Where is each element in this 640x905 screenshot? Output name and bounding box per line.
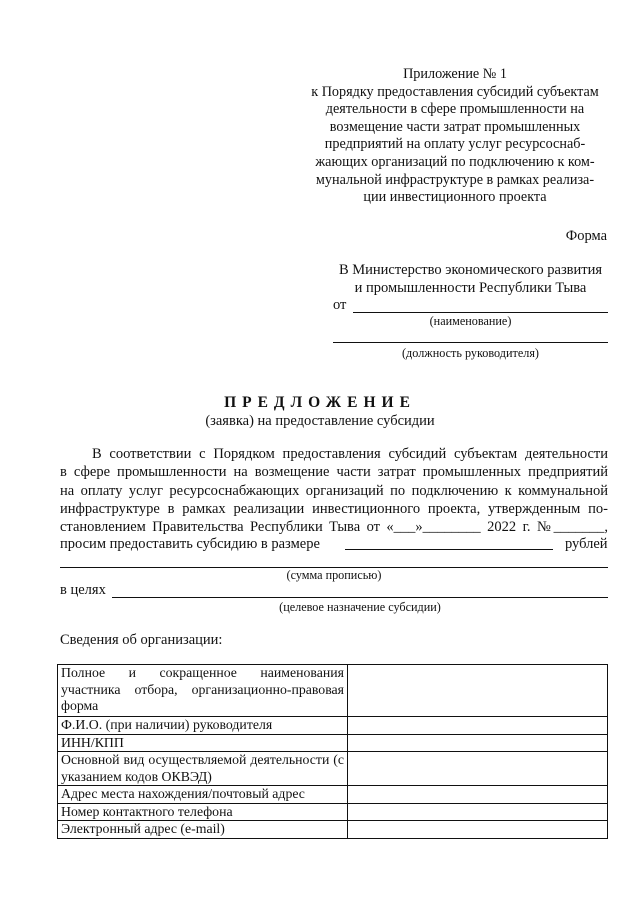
row-label: ИНН/КПП [58, 734, 348, 752]
from-label: от [333, 297, 347, 313]
row-value-cell[interactable] [348, 665, 608, 717]
appendix-line: деятельности в сфере промышленности на [325, 101, 585, 118]
org-info-table [57, 664, 608, 839]
row-value-cell[interactable] [348, 752, 608, 786]
document-title: ПРЕДЛОЖЕНИЕ [224, 394, 416, 411]
row-value-cell[interactable] [348, 821, 608, 839]
org-info-heading: Сведения об организации: [60, 632, 223, 648]
row-value-cell[interactable] [348, 734, 608, 752]
addressee-line-1: В Министерство экономического развития [338, 262, 603, 278]
row-label: Ф.И.О. (при наличии) руководителя [58, 717, 348, 735]
currency-label: рублей [565, 536, 608, 552]
body-line: В соответствии с Порядком предоставления субсидий субъектам деятельности [92, 446, 608, 462]
appendix-line: Приложение № 1 [403, 66, 507, 82]
body-line: инфраструктуре в рамках реализации инвестиционного проекта, утвержденным по- [60, 500, 608, 517]
body-line: на оплату услуг ресурсоснабжающих организаций по подключению к коммунальной [60, 482, 608, 499]
body-line: в сфере промышленности на возмещение части затрат промышленных предприятий [60, 464, 608, 481]
caption-name: (наименование) [429, 314, 512, 328]
table-row [58, 734, 608, 752]
row-label: Основной вид осуществляемой деятельности (с указанием кодов ОКВЭД) [58, 752, 348, 786]
request-text: просим предоставить субсидию в размере [60, 536, 320, 552]
row-label: Номер контактного телефона [58, 803, 348, 821]
caption-goal: (целевое назначение субсидии) [279, 600, 441, 614]
appendix-line: предприятий на оплату услуг ресурсоснаб- [324, 136, 586, 153]
row-label: Полное и сокращенное наименования участника отбора, организационно-правовая форма [58, 665, 348, 717]
row-value-cell[interactable] [348, 717, 608, 735]
table-row [58, 821, 608, 839]
table-row [58, 717, 608, 735]
table-row [58, 752, 608, 786]
body-line: становлением Правительства Республики Тыва от «___»________ 2022 г. №_______, [60, 519, 608, 536]
form-label: Форма [565, 228, 607, 244]
row-label: Электронный адрес (e-mail) [58, 821, 348, 839]
appendix-line: жающих организаций по подключению к ком- [315, 153, 595, 170]
row-value-cell[interactable] [348, 786, 608, 804]
appendix-line: ции инвестиционного проекта [363, 189, 547, 206]
body-paragraph [60, 445, 608, 536]
goal-label: в целях [60, 582, 106, 598]
goal-field[interactable] [112, 597, 608, 598]
caption-amount: (сумма прописью) [286, 568, 382, 582]
organization-name-field[interactable] [353, 312, 608, 313]
table-row [58, 665, 608, 717]
row-value-cell[interactable] [348, 803, 608, 821]
appendix-header [300, 66, 610, 207]
table-row [58, 803, 608, 821]
table-row [58, 786, 608, 804]
addressee-block [333, 261, 608, 297]
row-label: Адрес места нахождения/почтовый адрес [58, 786, 348, 804]
appendix-line: мунальной инфраструктуре в рамках реализа- [315, 171, 595, 188]
appendix-line: к Порядку предоставления субсидий субъектам [311, 83, 599, 100]
amount-field[interactable] [345, 549, 553, 550]
addressee-line-2: и промышленности Республики Тыва [354, 280, 587, 296]
document-subtitle: (заявка) на предоставление субсидии [205, 413, 435, 429]
appendix-line: возмещение части затрат промышленных [329, 118, 581, 135]
caption-position: (должность руководителя) [402, 346, 539, 360]
from-row [333, 297, 608, 314]
position-field[interactable] [333, 342, 608, 343]
